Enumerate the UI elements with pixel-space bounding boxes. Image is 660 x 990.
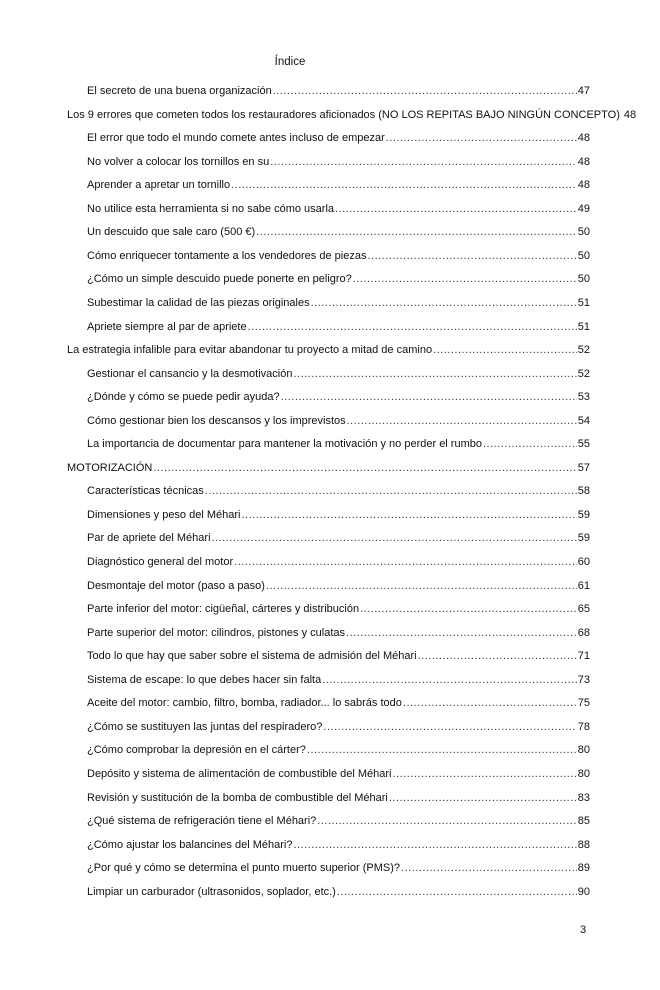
toc-entry-page: 89 [577, 862, 590, 875]
toc-leader-dots [281, 390, 577, 404]
toc-entry[interactable] [87, 84, 590, 98]
toc-leader-dots [153, 461, 576, 475]
toc-entry[interactable] [67, 108, 637, 122]
toc-entry-title: Limpiar un carburador (ultrasonidos, soplador, etc.) [87, 885, 336, 898]
toc-leader-dots [256, 225, 577, 239]
toc-entry-page: 51 [577, 296, 590, 309]
toc-entry-page: 71 [577, 650, 590, 663]
toc-entry[interactable] [87, 555, 590, 569]
toc-entry[interactable] [67, 343, 590, 357]
toc-entry[interactable] [87, 390, 590, 404]
toc-entry[interactable] [87, 225, 590, 239]
toc-leader-dots [248, 320, 577, 334]
toc-entry-title: ¿Por qué y cómo se determina el punto muerto superior (PMS)? [87, 862, 401, 875]
toc-entry-page: 53 [577, 391, 590, 404]
toc-entry-page: 61 [577, 579, 590, 592]
toc-leader-dots [367, 249, 576, 263]
toc-leader-dots [234, 555, 577, 569]
toc-entry[interactable] [87, 791, 590, 805]
toc-leader-dots [322, 673, 577, 687]
toc-entry[interactable] [87, 814, 590, 828]
toc-leader-dots [401, 861, 577, 875]
toc-leader-dots [403, 696, 577, 710]
toc-entry-title: Revisión y sustitución de la bomba de combustible del Méhari [87, 791, 388, 804]
toc-entry-title: ¿Cómo se sustituyen las juntas del respiradero? [87, 720, 323, 733]
toc-entry-title: MOTORIZACIÓN [67, 461, 153, 474]
toc-entry-page: 75 [577, 697, 590, 710]
toc-entry[interactable] [87, 272, 590, 286]
toc-entry[interactable] [87, 720, 590, 734]
toc-entry-page: 68 [577, 626, 590, 639]
toc-entry-title: Los 9 errores que cometen todos los restauradores aficionados (NO LOS REPITAS BAJO NINGÚN CONCEPTO) [67, 108, 620, 121]
toc-leader-dots [273, 84, 577, 98]
toc-entry[interactable] [87, 202, 590, 216]
index-title: Índice [274, 56, 306, 68]
toc-leader-dots [266, 579, 577, 593]
toc-entry-title: Cómo enriquecer tontamente a los vendedores de piezas [87, 249, 367, 262]
toc-entry-page: 48 [623, 108, 637, 121]
toc-entry-page: 58 [577, 485, 590, 498]
toc-entry-page: 80 [577, 767, 590, 780]
toc-leader-dots [418, 649, 577, 663]
toc-entry-page: 47 [577, 85, 590, 97]
toc-entry-title: ¿Cómo ajustar los balancines del Méhari? [87, 838, 293, 851]
page-number: 3 [580, 924, 587, 936]
toc-entry-page: 50 [577, 273, 590, 286]
toc-entry-title: Todo lo que hay que saber sobre el sistema de admisión del Méhari [87, 650, 417, 663]
toc-entry[interactable] [87, 838, 590, 852]
toc-entry-page: 50 [577, 249, 590, 262]
toc-entry-title: Depósito y sistema de alimentación de combustible del Méhari [87, 767, 392, 780]
toc-leader-dots [293, 367, 576, 381]
toc-entry-title: El error que todo el mundo comete antes incluso de empezar [87, 132, 385, 145]
toc-entry-title: El secreto de una buena organización [87, 85, 272, 97]
toc-entry[interactable] [87, 178, 590, 192]
toc-leader-dots [212, 531, 577, 545]
toc-entry-page: 48 [577, 155, 590, 168]
toc-leader-dots [386, 131, 577, 145]
toc-entry-page: 73 [577, 673, 590, 686]
toc-leader-dots [346, 626, 577, 640]
toc-leader-dots [335, 202, 577, 216]
toc-entry[interactable] [67, 461, 590, 475]
toc-entry[interactable] [87, 296, 590, 310]
toc-entry-title: ¿Cómo un simple descuido puede ponerte en peligro? [87, 273, 352, 286]
toc-entry[interactable] [87, 743, 590, 757]
toc-entry[interactable] [87, 885, 590, 899]
toc-entry-page: 52 [577, 367, 590, 380]
toc-leader-dots [353, 272, 577, 286]
toc-entry-page: 88 [577, 838, 590, 851]
toc-entry[interactable] [87, 861, 590, 875]
toc-entry[interactable] [87, 508, 590, 522]
toc-entry[interactable] [87, 531, 590, 545]
toc-leader-dots [393, 767, 577, 781]
toc-entry-page: 78 [577, 720, 590, 733]
toc-leader-dots [293, 838, 576, 852]
toc-entry-page: 54 [577, 414, 590, 427]
toc-entry-title: Características técnicas [87, 485, 204, 498]
toc-entry[interactable] [87, 767, 590, 781]
toc-entry-title: Parte superior del motor: cilindros, pistones y culatas [87, 626, 346, 639]
toc-entry-page: 50 [577, 226, 590, 239]
toc-entry[interactable] [87, 414, 590, 428]
toc-entry[interactable] [87, 626, 590, 640]
toc-entry-title: Subestimar la calidad de las piezas originales [87, 296, 310, 309]
toc-entry[interactable] [87, 437, 590, 451]
toc-leader-dots [483, 437, 577, 451]
toc-leader-dots [323, 720, 576, 734]
toc-entry-page: 52 [577, 344, 590, 357]
toc-leader-dots [307, 743, 577, 757]
toc-entry[interactable] [87, 579, 590, 593]
toc-entry[interactable] [87, 484, 590, 498]
toc-leader-dots [241, 508, 576, 522]
toc-entry-page: 49 [577, 202, 590, 215]
toc-entry[interactable] [87, 602, 590, 616]
toc-entry-page: 80 [577, 744, 590, 757]
toc-entry-title: Parte inferior del motor: cigüeñal, cárteres y distribución [87, 603, 360, 616]
toc-entry-page: 60 [577, 556, 590, 568]
toc-entry[interactable] [87, 696, 590, 710]
toc-entry[interactable] [87, 649, 590, 663]
toc-entry-title: No utilice esta herramienta si no sabe cómo usarla [87, 202, 335, 215]
toc-entry-page: 55 [577, 438, 590, 451]
toc-entry-page: 48 [577, 132, 590, 145]
toc-entry[interactable] [87, 673, 590, 687]
toc-entry-page: 59 [577, 508, 590, 521]
toc-entry-page: 85 [577, 815, 590, 828]
toc-entry-title: Apriete siempre al par de apriete [87, 320, 247, 333]
toc-entry-page: 90 [577, 885, 590, 898]
toc-entry-page: 83 [577, 791, 590, 804]
toc-leader-dots [360, 602, 577, 616]
toc-entry-title: ¿Cómo comprobar la depresión en el cárter? [87, 744, 306, 757]
toc-entry[interactable] [87, 249, 590, 263]
toc-leader-dots [347, 414, 577, 428]
toc-leader-dots [205, 484, 577, 498]
toc-entry-title: Diagnóstico general del motor [87, 556, 234, 568]
toc-entry[interactable] [87, 131, 590, 145]
toc-entry-title: La importancia de documentar para mantener la motivación y no perder el rumbo [87, 438, 482, 451]
toc-entry-title: Desmontaje del motor (paso a paso) [87, 579, 265, 592]
toc-entry[interactable] [87, 155, 590, 169]
toc-entry[interactable] [87, 320, 590, 334]
toc-entry-page: 51 [577, 320, 590, 333]
toc-entry-title: Dimensiones y peso del Méhari [87, 508, 241, 521]
toc-entry-title: Aprender a apretar un tornillo [87, 179, 231, 192]
toc-leader-dots [317, 814, 576, 828]
toc-entry-page: 65 [577, 603, 590, 616]
toc-entry-title: Par de apriete del Méhari [87, 532, 211, 545]
toc-entry-title: La estrategia infalible para evitar abandonar tu proyecto a mitad de camino [67, 344, 433, 357]
toc-leader-dots [270, 155, 577, 169]
toc-entry-page: 57 [577, 461, 590, 474]
toc-entry-title: Cómo gestionar bien los descansos y los imprevistos [87, 414, 346, 427]
toc-entry-title: Gestionar el cansancio y la desmotivación [87, 367, 293, 380]
toc-entry-page: 48 [577, 179, 590, 192]
toc-leader-dots [231, 178, 577, 192]
toc-entry-title: ¿Qué sistema de refrigeración tiene el Méhari? [87, 815, 317, 828]
toc-entry-title: Un descuido que sale caro (500 €) [87, 226, 256, 239]
toc-leader-dots [337, 885, 577, 899]
toc-leader-dots [389, 791, 577, 805]
toc-entry-title: ¿Dónde y cómo se puede pedir ayuda? [87, 391, 280, 404]
toc-entry-title: No volver a colocar los tornillos en su [87, 155, 270, 168]
toc-entry-title: Aceite del motor: cambio, filtro, bomba, radiador... lo sabrás todo [87, 697, 402, 710]
toc-leader-dots [311, 296, 577, 310]
toc-entry[interactable] [87, 367, 590, 381]
toc-entry-page: 59 [577, 532, 590, 545]
toc-leader-dots [433, 343, 577, 357]
toc-entry-title: Sistema de escape: lo que debes hacer sin falta [87, 673, 322, 686]
